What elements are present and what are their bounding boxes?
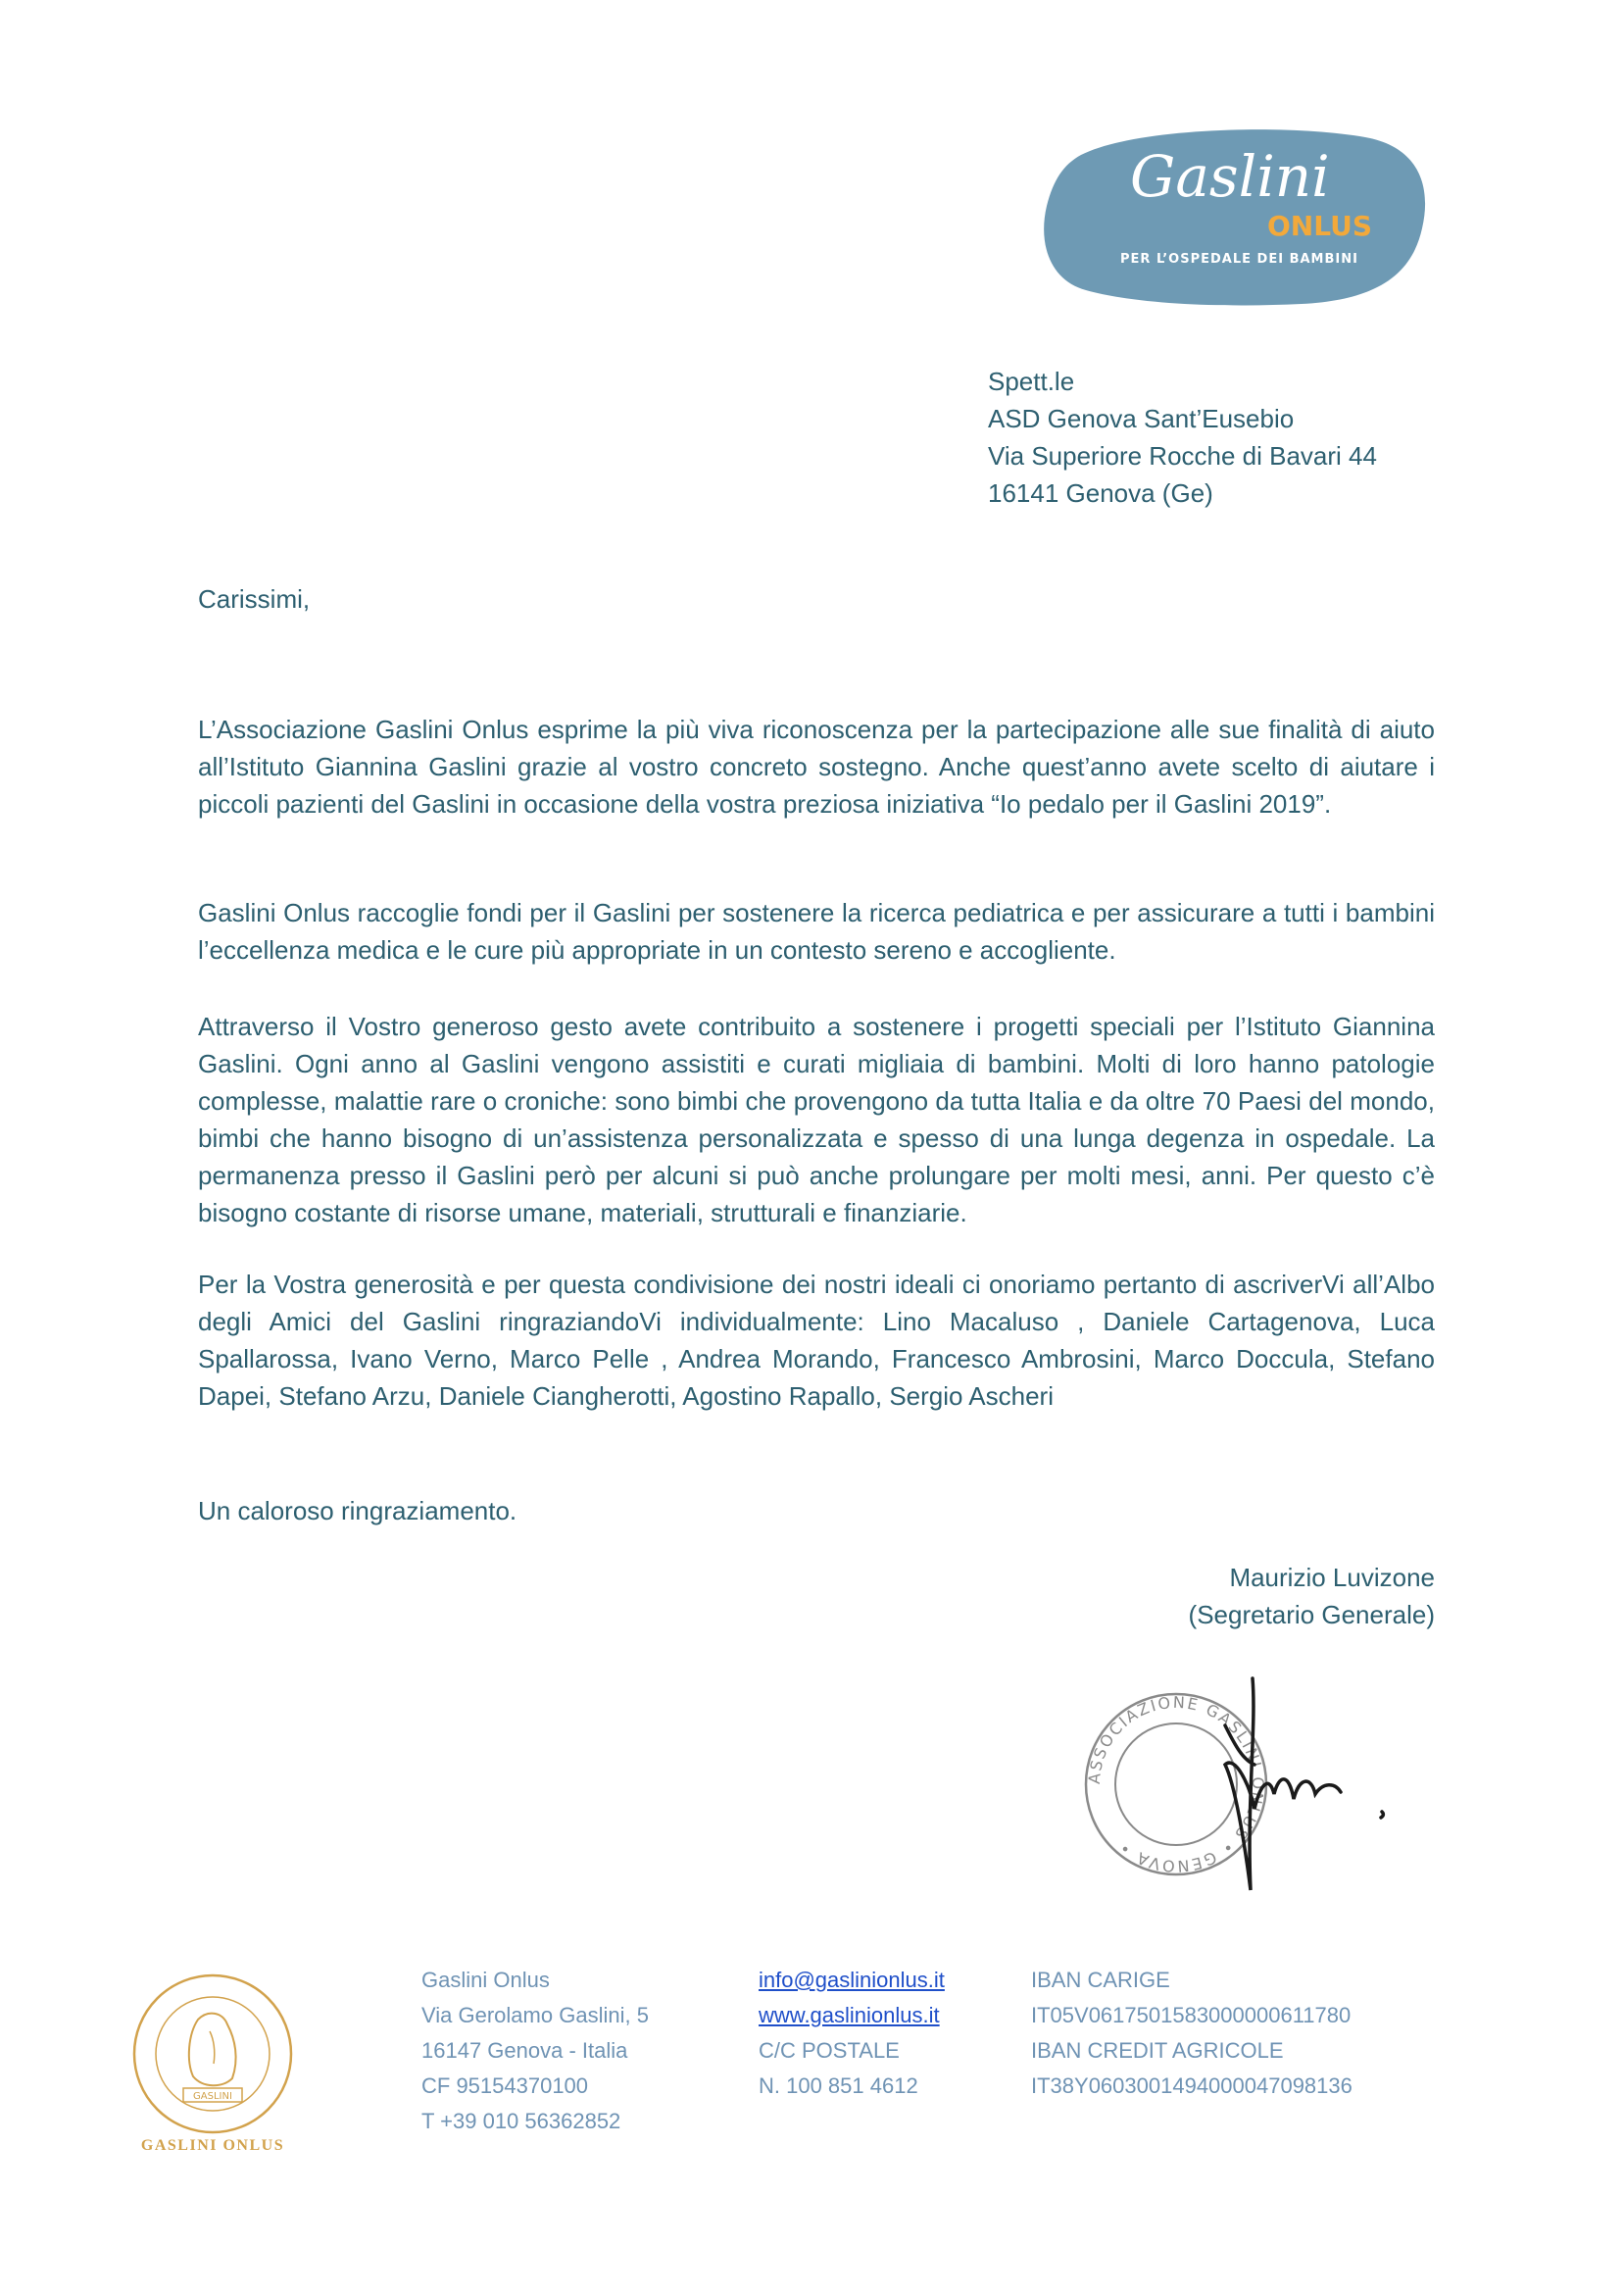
signer-role: (Segretario Generale)	[1188, 1600, 1435, 1629]
footer-line: IBAN CARIGE	[1031, 1968, 1170, 1992]
recipient-line: ASD Genova Sant’Eusebio	[988, 404, 1295, 433]
footer-line: N. 100 851 4612	[759, 2073, 918, 2098]
body-paragraph: Gaslini Onlus raccoglie fondi per il Gaslini per sostenere la ricerca pediatrica e per assicurare a tutti i bambini l’eccellenza medica e le cure più appropriate in un contesto sereno e accogliente.	[198, 898, 1435, 965]
footer-line: Via Gerolamo Gaslini, 5	[421, 2003, 649, 2027]
footer-bank-column	[1031, 1963, 1352, 2104]
salutation: Carissimi,	[198, 584, 311, 614]
email-link[interactable]: info@gaslinionlus.it	[759, 1968, 945, 1992]
body-paragraph: L’Associazione Gaslini Onlus esprime la più viva riconoscenza per la partecipazione alle sue finalità di aiuto all’Istituto Giannina Gaslini grazie al vostro concreto sostegno. Anche quest’anno avete scelto di aiutare i piccoli pazienti del Gaslini in occasione della vostra preziosa iniziativa “Io pedalo per il Gaslini 2019”.	[198, 715, 1435, 819]
footer-line: 16147 Genova - Italia	[421, 2038, 628, 2063]
recipient-line: Spett.le	[988, 367, 1075, 396]
footer-line: IT05V0617501583000000611780	[1031, 2003, 1352, 2027]
gaslini-seal-logo	[129, 1971, 296, 2137]
footer-line: CF 95154370100	[421, 2073, 589, 2098]
gaslini-onlus-logo	[1042, 125, 1429, 307]
signer-name: Maurizio Luvizone	[1229, 1563, 1435, 1592]
body-paragraph: Attraverso il Vostro generoso gesto avete contribuito a sostenere i progetti speciali per l’Istituto Giannina Gaslini. Ogni anno al Gaslini vengono assistiti e curati migliaia di bambini. Molti di loro hanno patologie complesse, malattie rare o croniche: sono bimbi che provengono da tutta Italia e da oltre 70 Paesi del mondo, bimbi che hanno bisogno di un’assistenza personalizzata e spesso di una lunga degenza in ospedale. La permanenza presso il Gaslini però per alcuni si può anche prolungare per molti mesi, anni. Per questo c’è bisogno costante di risorse umane, materiali, strutturali e finanziarie.	[198, 1012, 1435, 1227]
stamp-icon	[1085, 1693, 1267, 1875]
signature-icon	[1225, 1678, 1383, 1890]
logo-sub: ONLUS	[1267, 210, 1372, 242]
closing-line: Un caloroso ringraziamento.	[198, 1496, 517, 1525]
recipient-address	[988, 363, 1377, 512]
logo-tagline: PER L’OSPEDALE DEI BAMBINI	[1120, 252, 1358, 267]
footer-contact-column	[759, 1963, 945, 2104]
footer-line: IT38Y0603001494000047098136	[1031, 2073, 1352, 2098]
footer-line: Gaslini Onlus	[421, 1968, 550, 1992]
footer-line: C/C POSTALE	[759, 2038, 900, 2063]
logo-graphic	[1042, 125, 1429, 307]
body-paragraph: Per la Vostra generosità e per questa condivisione dei nostri ideali ci onoriamo pertanto di ascriverVi all’Albo degli Amici del Gaslini ringraziandoVi individualmente: Lino Macaluso , Daniele Cartagenova, Luca Spallarossa, Ivano Verno, Marco Pelle , Andrea Morando, Francesco Ambrosini, Marco Doccula, Stefano Dapei, Stefano Arzu, Daniele Ciangherotti, Agostino Rapallo, Sergio Ascheri	[198, 1270, 1435, 1411]
recipient-line: 16141 Genova (Ge)	[988, 478, 1213, 508]
stamp-text: ASSOCIAZIONE GASLINI ONLUS • GENOVA •	[1084, 1692, 1268, 1876]
signer-block	[1189, 1559, 1435, 1633]
website-link[interactable]: www.gaslinionlus.it	[759, 2003, 940, 2027]
footer-address-column	[421, 1963, 649, 2139]
logo-name: Gaslini	[1130, 143, 1330, 210]
stamp-and-signature	[1078, 1667, 1451, 1902]
seal-label: GASLINI ONLUS	[140, 2137, 285, 2154]
seal-text: GASLINI	[193, 2091, 232, 2102]
footer-line: T +39 010 56362852	[421, 2109, 621, 2133]
recipient-line: Via Superiore Rocche di Bavari 44	[988, 441, 1377, 471]
footer-line: IBAN CREDIT AGRICOLE	[1031, 2038, 1284, 2063]
